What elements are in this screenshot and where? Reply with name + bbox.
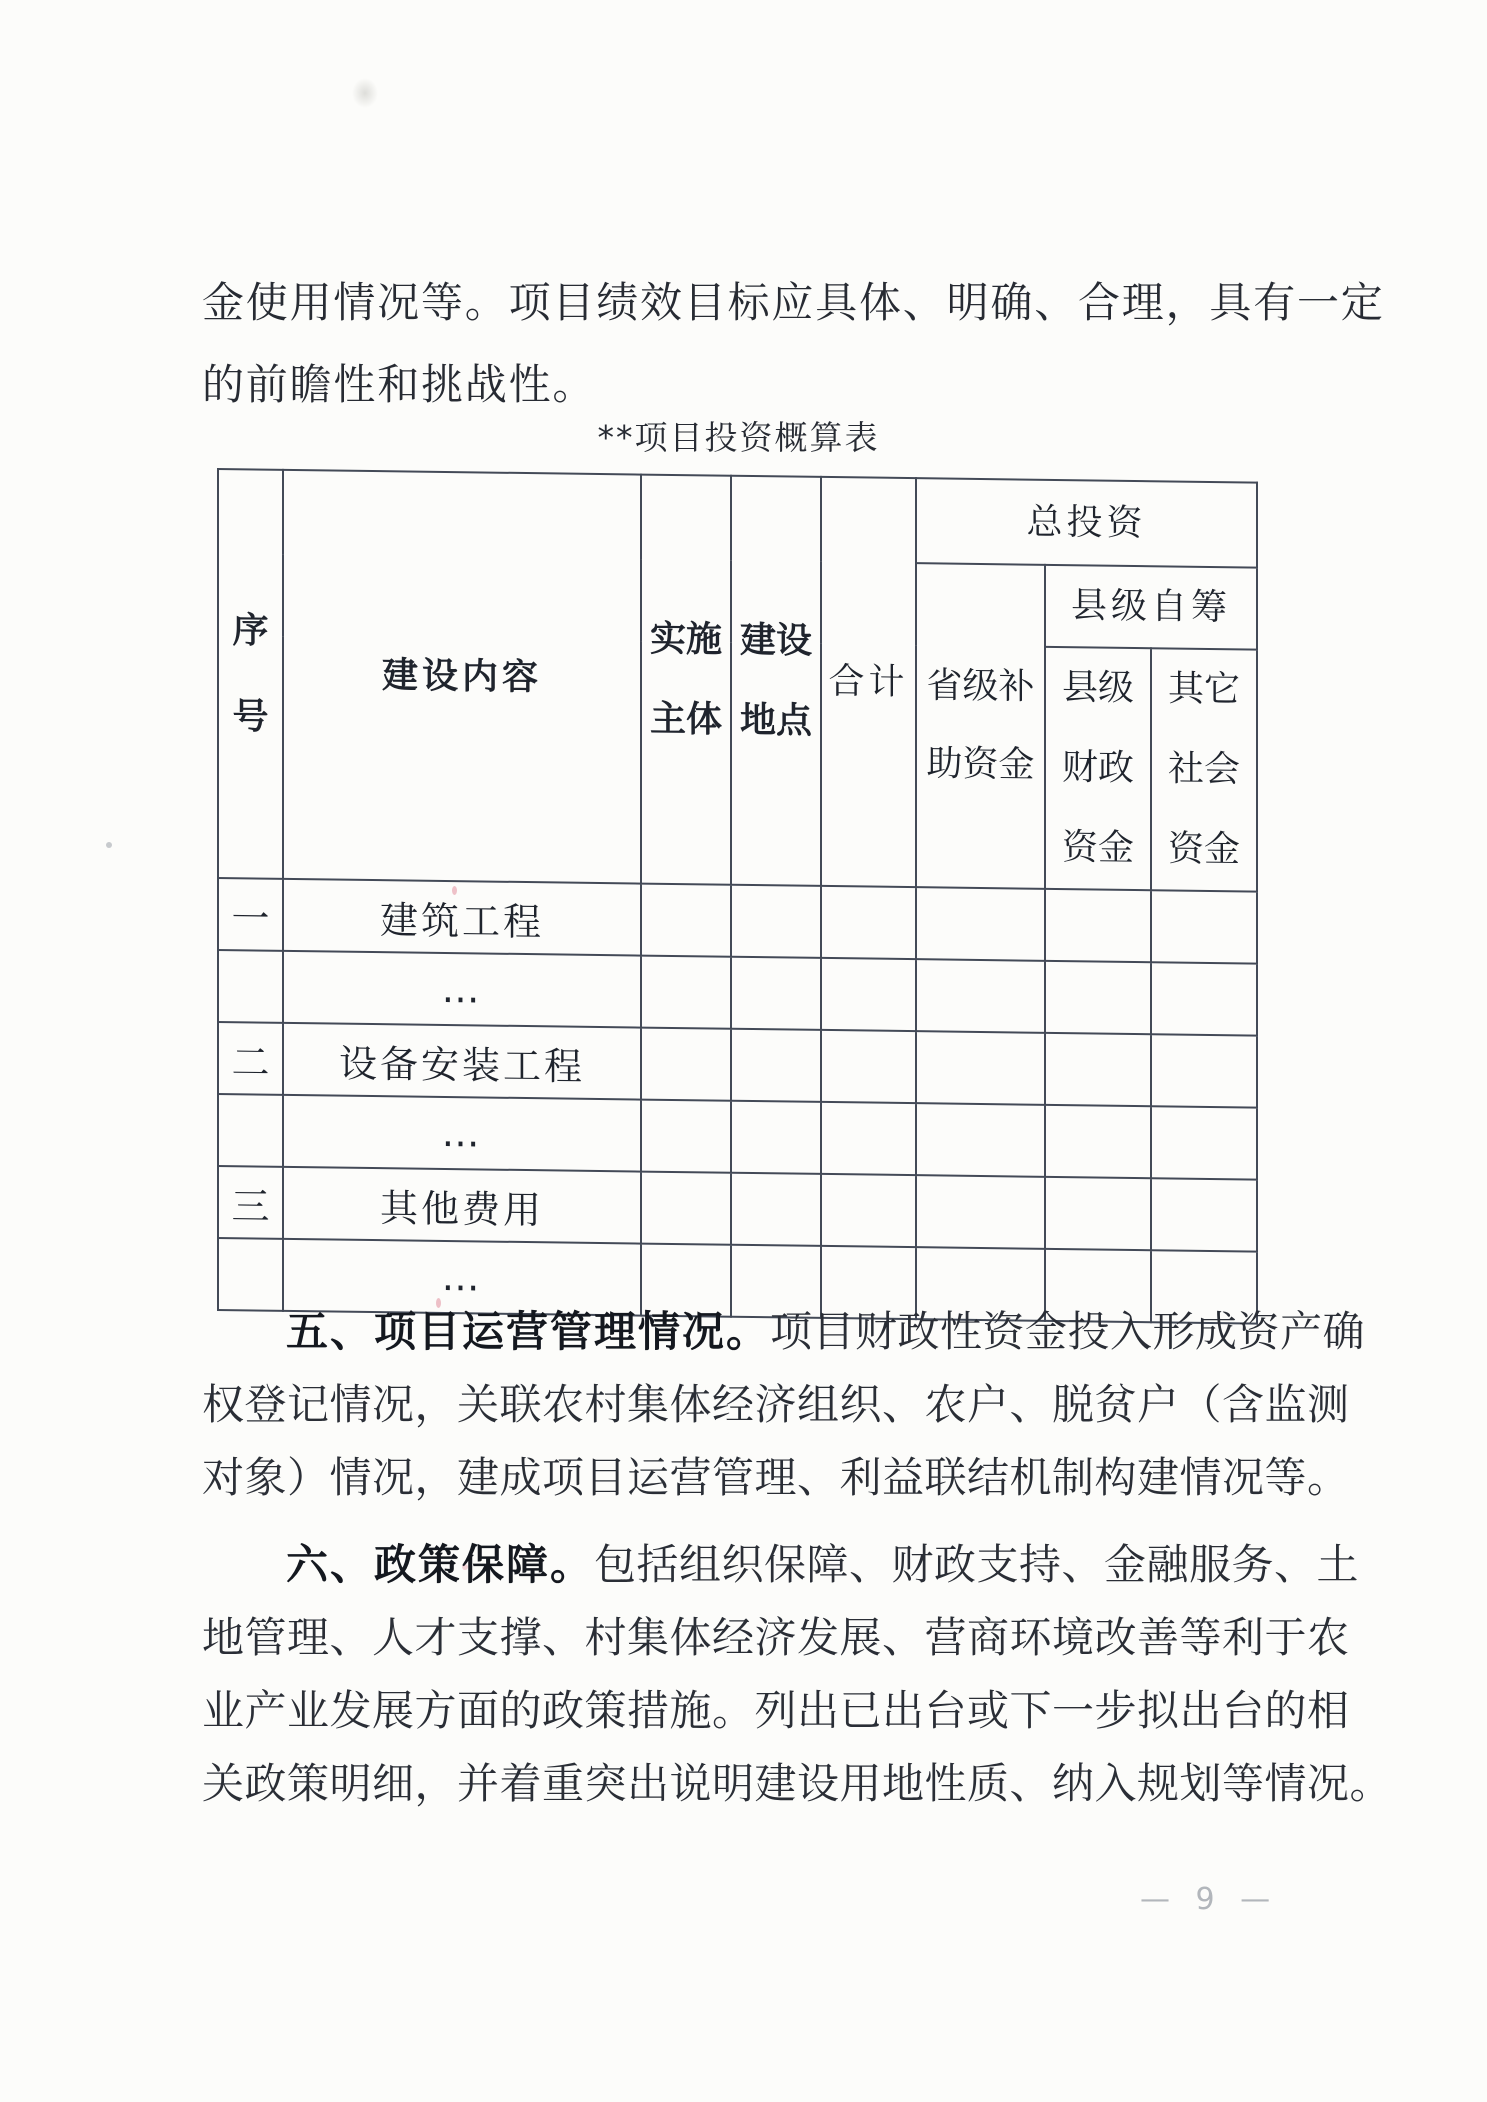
- table-row: [218, 950, 1257, 1036]
- section-6-line-1: [202, 1528, 1360, 1601]
- empty-cell: [731, 957, 821, 1030]
- table-row: [218, 1022, 1257, 1108]
- empty-cell: [731, 1029, 821, 1102]
- empty-cell: [1151, 1034, 1257, 1107]
- section-5-operations: [202, 1295, 1366, 1514]
- empty-cell: [731, 1173, 821, 1246]
- intro-paragraph: [202, 262, 1385, 426]
- row-seq: 二: [218, 1022, 283, 1095]
- row-content: …: [283, 951, 641, 1028]
- empty-cell: [916, 1031, 1045, 1105]
- section-6-line-2: 地管理、人才支撑、村集体经济发展、营商环境改善等利于农: [202, 1613, 1350, 1662]
- row-content: …: [283, 1095, 641, 1172]
- header-content: 建设内容: [283, 470, 641, 884]
- header-total: 合计: [821, 477, 916, 887]
- empty-cell: [731, 1101, 821, 1174]
- table-title: **项目投资概算表: [597, 418, 880, 457]
- empty-cell: [821, 886, 916, 959]
- section-5-line-2: 权登记情况，关联农村集体经济组织、农户、脱贫户（含监测: [202, 1380, 1350, 1429]
- row-content: 其他费用: [283, 1167, 641, 1244]
- empty-cell: [641, 1028, 731, 1101]
- empty-cell: [1151, 1106, 1257, 1179]
- page-number: — 9 —: [1140, 1882, 1279, 1917]
- intro-line-1: 金使用情况等。项目绩效目标应具体、明确、合理，具有一定: [202, 278, 1385, 327]
- section-6-line-4: 关政策明细，并着重突出说明建设用地性质、纳入规划等情况。: [202, 1759, 1393, 1808]
- empty-cell: [916, 959, 1045, 1033]
- empty-cell: [821, 1102, 916, 1175]
- row-seq: 一: [218, 878, 283, 951]
- header-provincial-subsidy: 省级补助资金: [916, 563, 1045, 889]
- header-county-fiscal: 县级财政资金: [1045, 647, 1151, 890]
- section-5-line-3: 对象）情况，建成项目运营管理、利益联结机制构建情况等。: [202, 1453, 1350, 1502]
- empty-cell: [1045, 1177, 1151, 1250]
- empty-cell: [821, 1030, 916, 1103]
- empty-cell: [641, 956, 731, 1029]
- table-row: [218, 1094, 1257, 1180]
- row-seq: 三: [218, 1166, 283, 1239]
- empty-cell: [916, 1103, 1045, 1177]
- empty-cell: [916, 887, 1045, 961]
- table-row: [218, 1166, 1257, 1252]
- header-total-investment: 总投资: [916, 478, 1257, 567]
- section-6-line-3: 业产业发展方面的政策措施。列出已出台或下一步拟出台的相: [202, 1686, 1350, 1735]
- empty-cell: [1151, 890, 1257, 963]
- empty-cell: [1045, 961, 1151, 1034]
- section-5-line-1: [202, 1295, 1366, 1368]
- empty-cell: [1045, 1033, 1151, 1106]
- empty-cell: [641, 1100, 731, 1173]
- investment-estimate-table: [217, 468, 1258, 1325]
- empty-cell: [821, 958, 916, 1031]
- empty-cell: [916, 1175, 1045, 1249]
- section-6-heading: 六、政策保障。: [286, 1540, 595, 1589]
- empty-cell: [1151, 1178, 1257, 1251]
- empty-cell: [641, 884, 731, 957]
- header-county-self-raised: 县级自筹: [1045, 565, 1257, 650]
- scan-speck: [106, 842, 112, 848]
- empty-cell: [1045, 1105, 1151, 1178]
- table-row: [218, 878, 1257, 964]
- row-seq: [218, 950, 283, 1023]
- header-location: 建设地点: [731, 476, 821, 886]
- empty-cell: [1045, 889, 1151, 962]
- scan-smudge: [352, 78, 378, 108]
- header-seq: 序号: [218, 469, 283, 879]
- header-other-social: 其它社会资金: [1151, 648, 1257, 891]
- header-implementer: 实施主体: [641, 475, 731, 885]
- section-5-text: 项目财政性资金投入形成资产确: [770, 1307, 1366, 1356]
- row-seq: [218, 1094, 283, 1167]
- row-content: …: [283, 1239, 641, 1316]
- row-content: 设备安装工程: [283, 1023, 641, 1100]
- empty-cell: [731, 885, 821, 958]
- section-5-heading: 五、项目运营管理情况。: [286, 1307, 771, 1356]
- section-6-text: 包括组织保障、财政支持、金融服务、土: [594, 1540, 1360, 1589]
- section-6-policy: [202, 1528, 1393, 1820]
- intro-line-2: 的前瞻性和挑战性。: [202, 360, 597, 409]
- empty-cell: [1151, 962, 1257, 1035]
- empty-cell: [641, 1172, 731, 1245]
- empty-cell: [821, 1174, 916, 1247]
- row-content: 建筑工程: [283, 879, 641, 956]
